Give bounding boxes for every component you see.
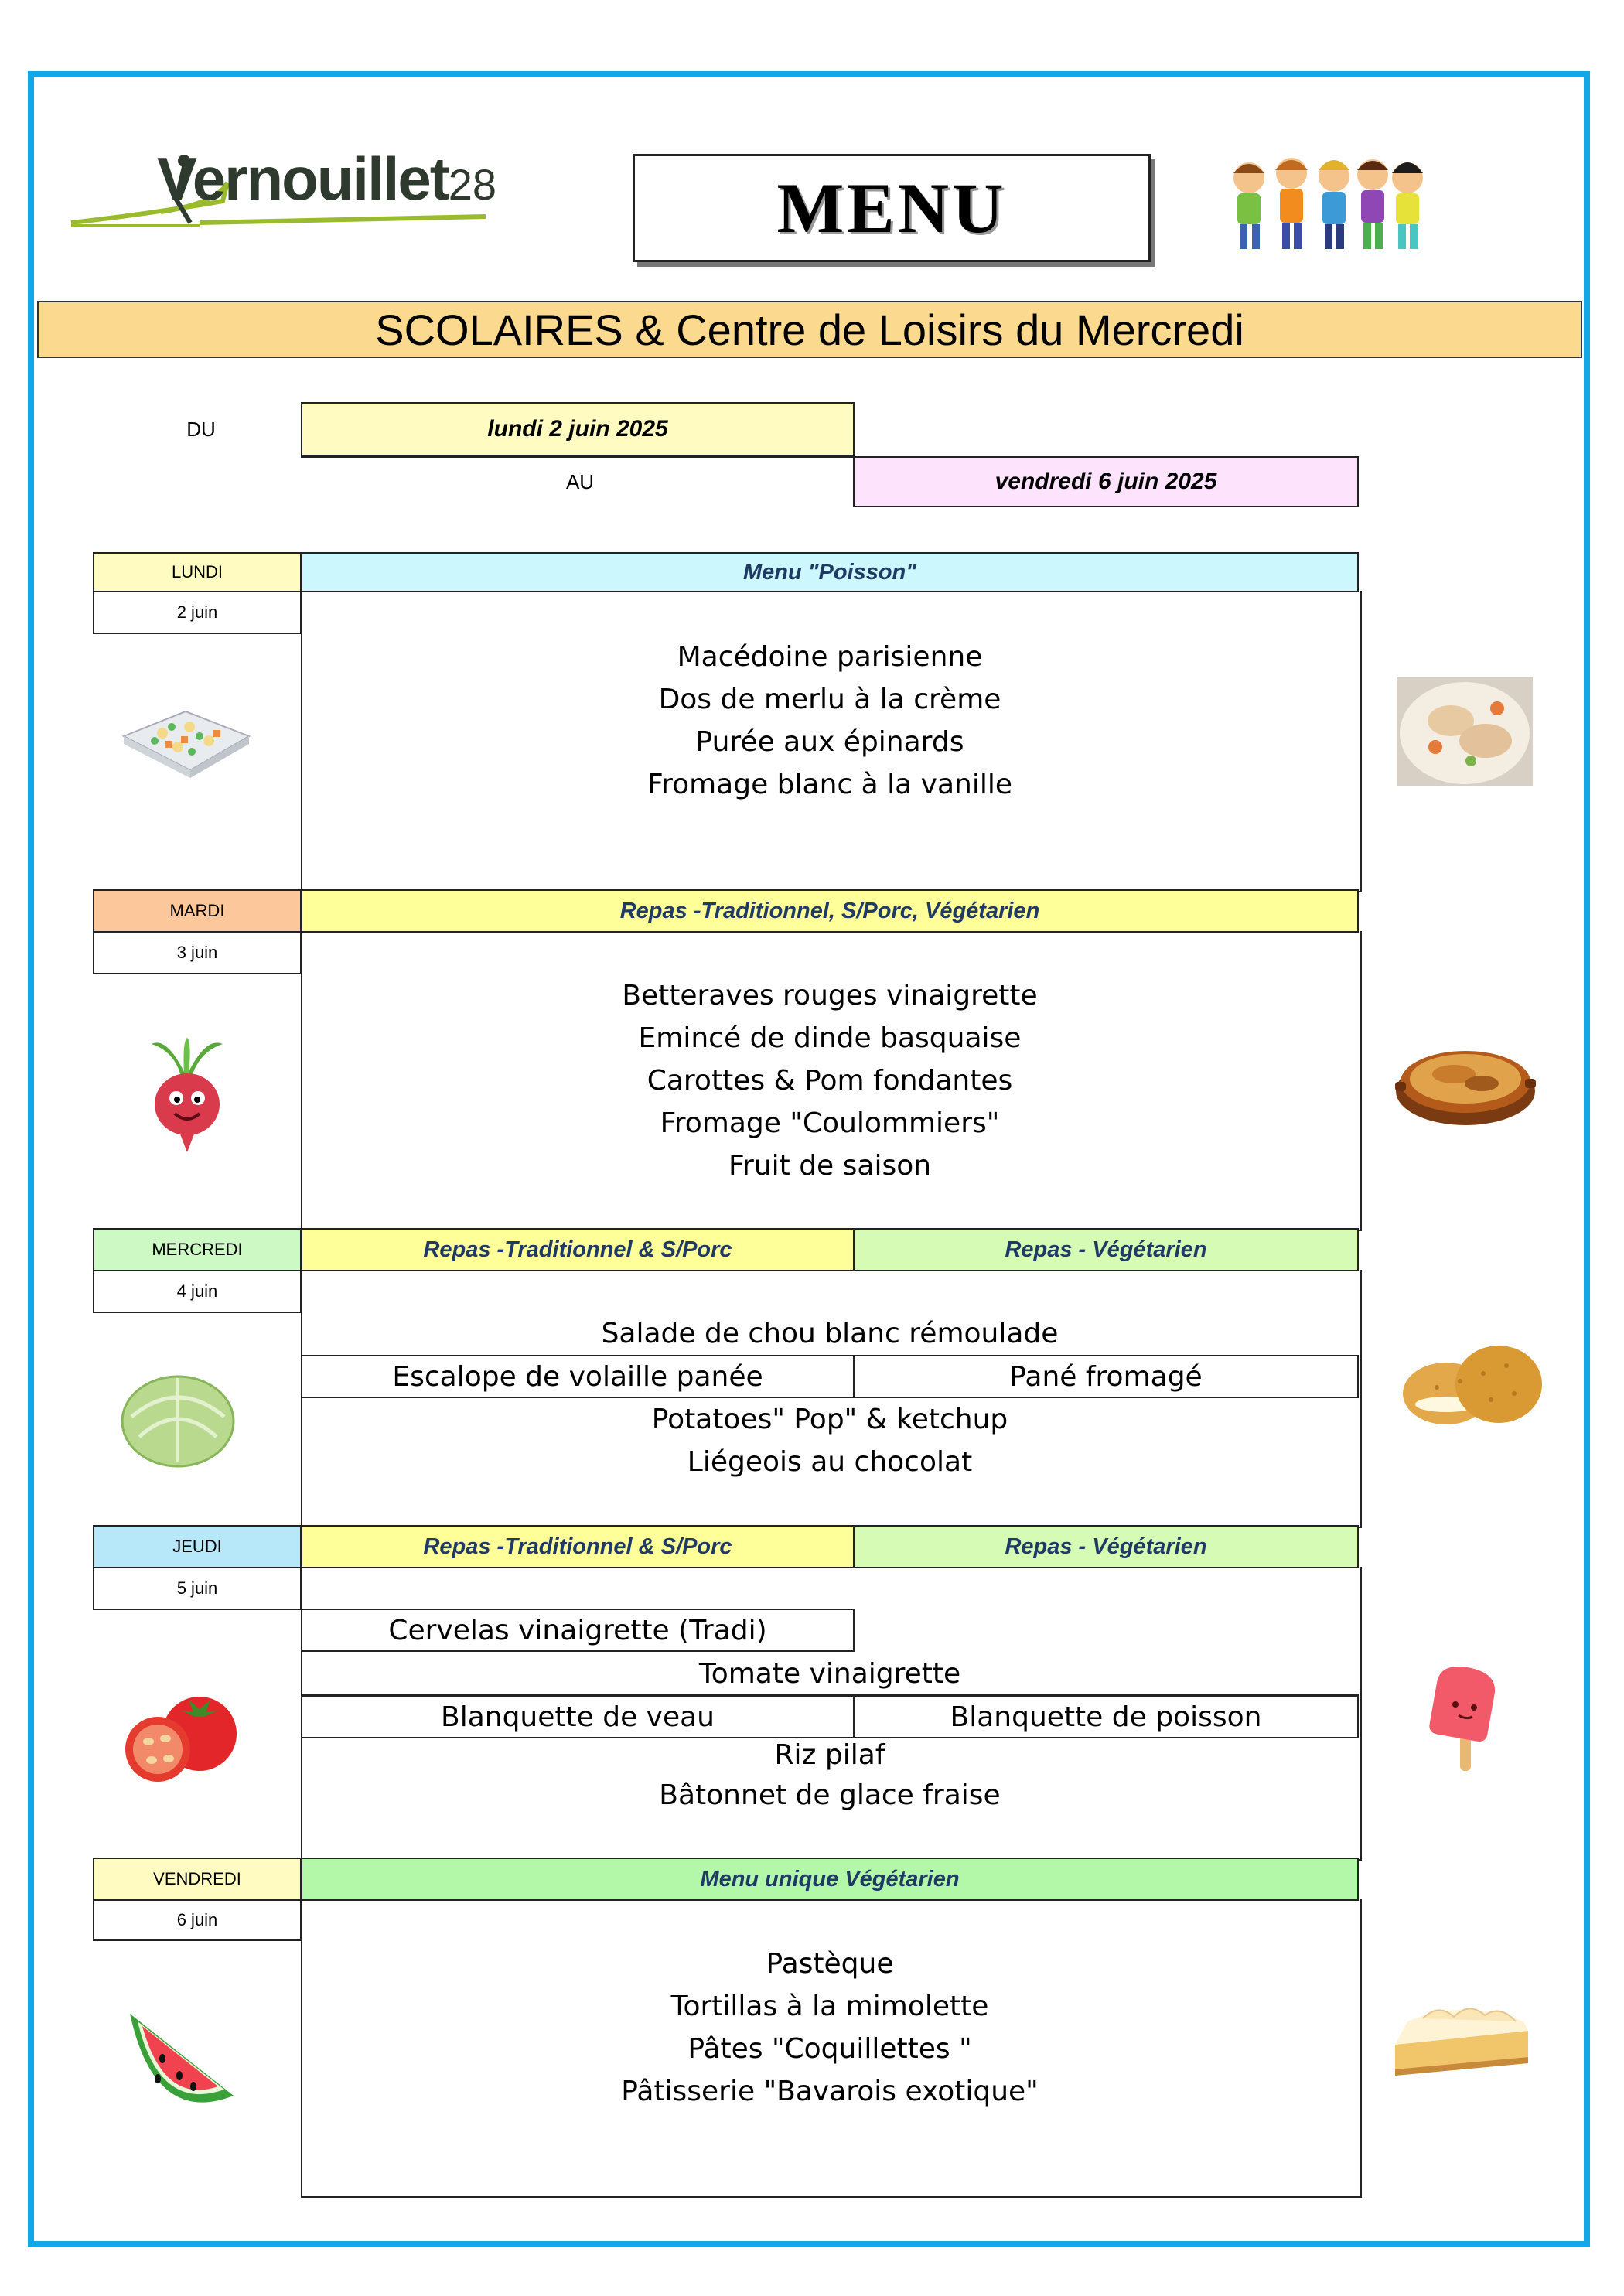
watermelon-icon [124,2003,240,2103]
dish-item: Potatoes" Pop" & ketchup [651,1404,1008,1435]
menu-header-left-jeudi: Repas -Traditionnel & S/Porc [301,1525,855,1568]
to-date: vendredi 6 juin 2025 [853,456,1359,507]
dish-item: Betteraves rouges vinaigrette [622,980,1038,1012]
logo-brand: Vernouillet [157,145,449,213]
page-subtitle: SCOLAIRES & Centre de Loisirs du Mercredi [375,305,1244,354]
subtitle-banner [37,301,1582,358]
menu-header-right-mercredi: Repas - Végétarien [853,1228,1359,1271]
to-label-underline [301,456,855,458]
gratin-dish-icon [1392,1032,1539,1133]
dish-item: Pastèque [766,1948,894,1980]
day-name-mardi: MARDI [93,889,302,933]
day-date-mercredi: 4 juin [93,1270,302,1313]
day-name-mercredi: MERCREDI [93,1228,302,1271]
menu-header-vendredi: Menu unique Végétarien [301,1858,1359,1901]
day-date-jeudi: 5 juin [93,1567,302,1610]
macedoine-dish-icon [116,696,255,781]
tomato-icon [114,1687,243,1785]
dish-list-mardi [301,974,1359,1187]
children-illustration-icon [1218,147,1427,255]
day-date-mardi: 3 juin [93,931,302,974]
menu-header-right-jeudi: Repas - Végétarien [853,1525,1359,1568]
starter-all-jeudi: Tomate vinaigrette [698,1657,961,1690]
day-name-jeudi: JEUDI [93,1525,302,1568]
main-right-jeudi: Blanquette de poisson [853,1695,1359,1738]
main-left-jeudi: Blanquette de veau [301,1695,855,1738]
from-date: lundi 2 juin 2025 [301,402,855,456]
starter-left-jeudi: Cervelas vinaigrette (Tradi) [301,1609,855,1652]
lemon-meringue-pie-icon [1392,1998,1531,2083]
day-date-lundi: 2 juin [93,591,302,634]
dish-list-mercredi [301,1398,1359,1483]
ice-lolly-icon [1421,1664,1506,1772]
menu-title-box [633,154,1151,262]
dish-item: Emincé de dinde basquaise [638,1022,1022,1054]
day-date-vendredi: 6 juin [93,1899,302,1941]
dish-item: Carottes & Pom fondantes [647,1065,1013,1097]
to-label: AU [565,469,595,493]
main-left-mercredi: Escalope de volaille panée [301,1355,855,1398]
dish-item: Macédoine parisienne [677,641,983,673]
dish-item: Fruit de saison [728,1150,932,1182]
day-name-vendredi: VENDREDI [93,1858,302,1901]
beetroot-icon [136,1036,237,1152]
dish-item: Fromage "Coulommiers" [660,1107,1000,1139]
fish-cream-dish-icon [1397,677,1533,786]
page-title: MENU [776,169,1007,247]
menu-header-left-mercredi: Repas -Traditionnel & S/Porc [301,1228,855,1271]
day-name-lundi: LUNDI [93,552,302,592]
menu-header-mardi: Repas -Traditionnel, S/Porc, Végétarien [301,889,1359,933]
dish-item: Fromage blanc à la vanille [647,769,1012,800]
dish-item: Pâtes "Coquillettes " [687,2033,972,2065]
starter-mercredi: Salade de chou blanc rémoulade [601,1317,1059,1349]
dish-item: Tortillas à la mimolette [670,1991,989,2022]
dish-list-vendredi [301,1943,1359,2113]
main-right-mercredi: Pané fromagé [853,1355,1359,1398]
dish-item: Liégeois au chocolat [687,1446,973,1478]
dish-item: Purée aux épinards [695,726,964,758]
menu-header-lundi: Menu "Poisson" [301,552,1359,592]
dish-item: Riz pilaf [774,1739,885,1771]
dish-item: Pâtisserie "Bavarois exotique" [621,2076,1039,2107]
dish-list-jeudi [301,1735,1359,1816]
cabbage-icon [116,1370,240,1471]
breaded-cutlet-icon [1398,1342,1545,1434]
dish-list-lundi [301,636,1359,806]
from-label: DU [186,417,216,441]
vernouillet-logo [68,145,501,230]
dish-item: Dos de merlu à la crème [658,684,1001,715]
logo-number: 28 [448,160,497,209]
dish-item: Bâtonnet de glace fraise [659,1779,1001,1811]
